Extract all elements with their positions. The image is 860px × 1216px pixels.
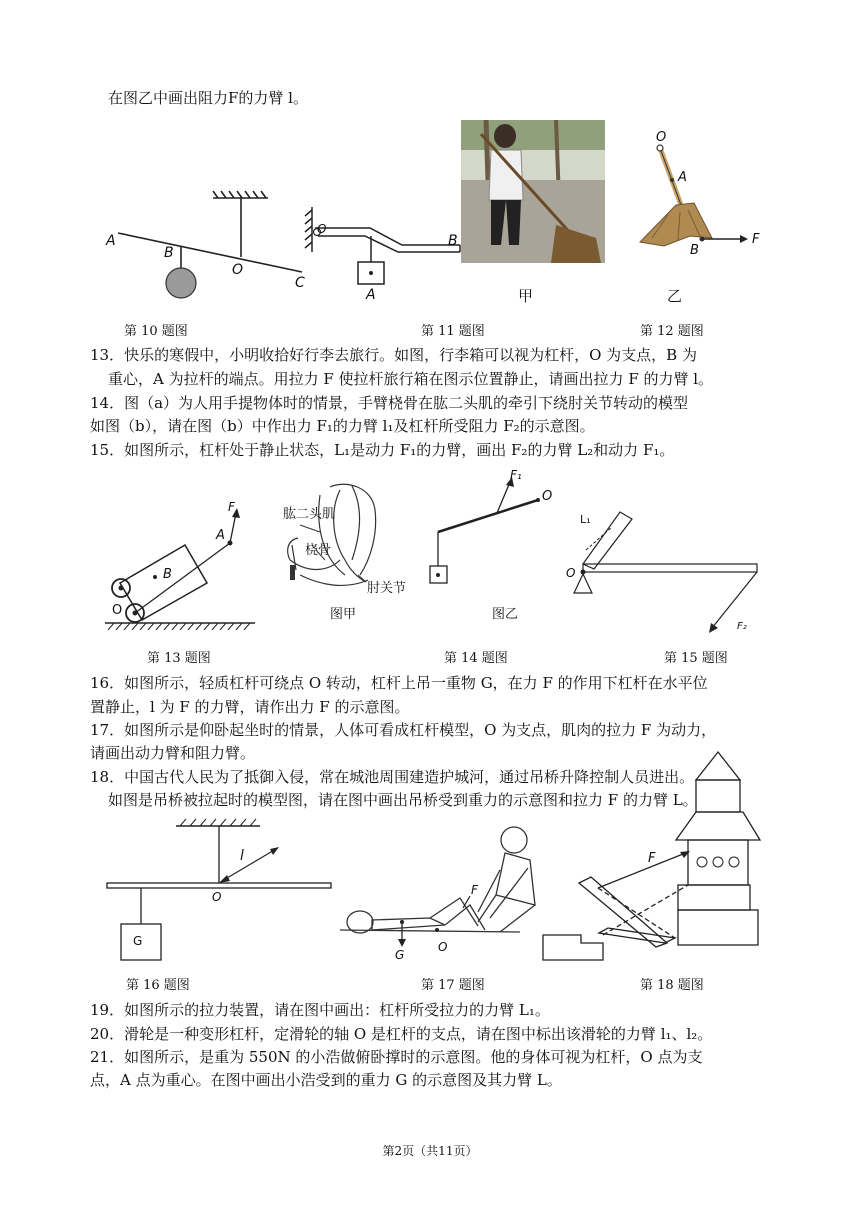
fig12-label-F: F xyxy=(752,232,760,247)
fig14-label-F1: F₁ xyxy=(510,468,522,482)
fig12-label-O: O xyxy=(656,130,667,145)
q14-text-line1: 14．图（a）为人用手提物体时的情景，手臂桡骨在肱二头肌的牵引下绕肘关节转动的模型 xyxy=(90,394,689,412)
caption-12: 第 12 题图 xyxy=(640,324,704,339)
fig13-label-A: A xyxy=(216,528,225,543)
fig10-label-B: B xyxy=(164,245,174,261)
fig12-label-jia: 甲 xyxy=(518,287,534,305)
q14-text-line2: 如图（b），请在图（b）中作出力 F₁的力臂 l₁及杠杆所受阻力 F₂的示意图。 xyxy=(90,417,595,435)
fig10-label-C: C xyxy=(295,275,305,291)
fig13-label-B: B xyxy=(163,567,172,582)
fig14-label-tujia: 图甲 xyxy=(330,607,357,622)
fig14-label-biceps: 肱二头肌 xyxy=(283,507,336,522)
fig11-label-B: B xyxy=(448,233,458,249)
caption-13: 第 13 题图 xyxy=(147,651,211,666)
fig14-label-elbow: 肘关节 xyxy=(367,581,407,596)
q19-text: 19．如图所示的拉力装置，请在图中画出：杠杆所受拉力的力臂 L₁。 xyxy=(90,1001,550,1019)
caption-18: 第 18 题图 xyxy=(640,978,704,993)
q12-text: 在图乙中画出阻力F的力臂 l。 xyxy=(108,89,308,107)
fig17-label-G: G xyxy=(395,948,405,962)
caption-16: 第 16 题图 xyxy=(126,978,190,993)
q13-text-line2: 重心，A 为拉杆的端点。用拉力 F 使拉杆旅行箱在图示位置静止，请画出拉力 F 的力臂 l。 xyxy=(108,370,714,388)
q16-text-line1: 16．如图所示，轻质杠杆可绕点 O 转动，杠杆上吊一重物 G，在力 F 的作用下杠杆在水平位 xyxy=(90,674,708,692)
fig14-label-tuyi: 图乙 xyxy=(492,607,519,622)
fig11-label-A: A xyxy=(366,287,376,303)
caption-15: 第 15 题图 xyxy=(664,651,728,666)
fig16-label-G: G xyxy=(133,934,143,948)
q16-text-line2: 置静止，l 为 F 的力臂，请作出力 F 的示意图。 xyxy=(90,698,410,716)
page-footer: 第2页（共11页） xyxy=(382,1144,478,1158)
fig18-label-F: F xyxy=(648,851,656,866)
q13-text-line1: 13．快乐的寒假中，小明收拾好行李去旅行。如图，行李箱可以视为杠杆，O 为支点，B 为 xyxy=(90,346,697,364)
fig15-label-O: O xyxy=(566,566,576,580)
q21-text-line2: 点，A 点为重心。在图中画出小浩受到的重力 G 的示意图及其力臂 L。 xyxy=(90,1071,562,1089)
q21-text-line1: 21．如图所示，是重为 550N 的小浩做俯卧撑时的示意图。他的身体可视为杠杆，O 点为支 xyxy=(90,1048,703,1066)
fig15-label-L1: L₁ xyxy=(580,513,591,526)
fig10-label-O: O xyxy=(232,262,244,278)
fig14-label-O: O xyxy=(542,489,553,504)
fig10-label-A: A xyxy=(106,233,116,249)
fig16-label-l: l xyxy=(240,848,244,864)
fig17-label-F: F xyxy=(471,883,478,897)
caption-14: 第 14 题图 xyxy=(444,651,508,666)
fig12-label-yi: 乙 xyxy=(667,287,683,305)
fig12-label-B: B xyxy=(690,243,699,258)
q18-text-line1: 18．中国古代人民为了抵御入侵，常在城池周围建造护城河，通过吊桥升降控制人员进出。 xyxy=(90,768,695,786)
fig13-label-F: F xyxy=(228,500,235,514)
q17-text-line2: 请画出动力臂和阻力臂。 xyxy=(90,744,256,762)
fig13-label-O: O xyxy=(112,603,123,618)
fig15-label-F2: F₂ xyxy=(737,621,747,632)
q20-text: 20．滑轮是一种变形杠杆，定滑轮的轴 O 是杠杆的支点，请在图中标出该滑轮的力臂 l₁、l₂。 xyxy=(90,1025,713,1043)
fig17-label-O: O xyxy=(438,940,448,954)
fig14-label-radius: 桡骨 xyxy=(305,543,332,558)
fig11-label-O: O xyxy=(317,222,327,236)
q17-text-line1: 17．如图所示是仰卧起坐时的情景，人体可看成杠杆模型，O 为支点，肌肉的拉力 F 为动力， xyxy=(90,721,717,739)
caption-11: 第 11 题图 xyxy=(421,324,485,339)
q18-text-line2: 如图是吊桥被拉起时的模型图，请在图中画出吊桥受到重力的示意图和拉力 F 的力臂 L。 xyxy=(108,791,698,809)
caption-17: 第 17 题图 xyxy=(421,978,485,993)
q15-text: 15．如图所示，杠杆处于静止状态，L₁是动力 F₁的力臂，画出 F₂的力臂 L₂和动力 F₁。 xyxy=(90,441,675,459)
caption-10: 第 10 题图 xyxy=(124,324,188,339)
fig12-label-A: A xyxy=(678,170,687,185)
fig16-label-O: O xyxy=(212,890,222,904)
